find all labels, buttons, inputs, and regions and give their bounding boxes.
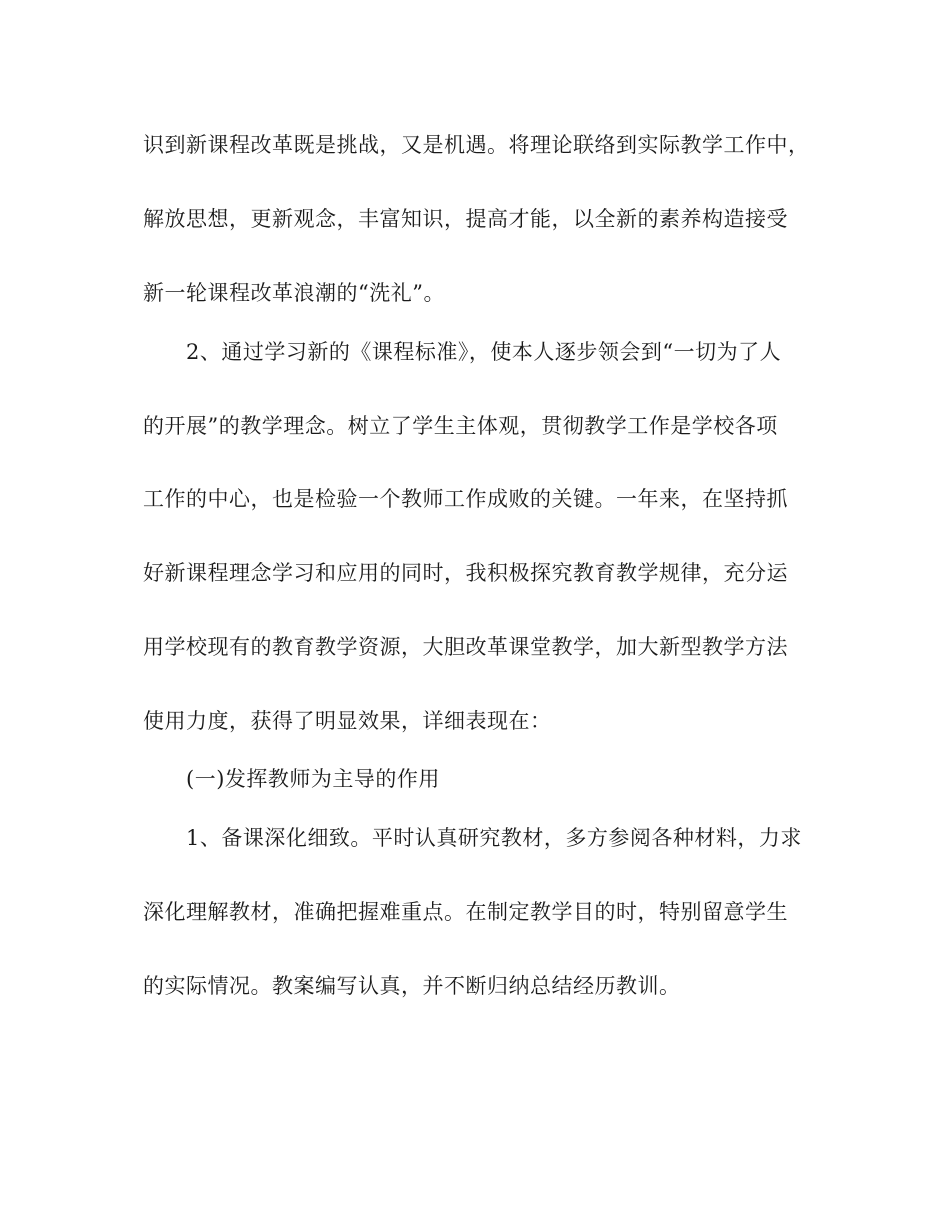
paragraph-line: 新一轮课程改革浪潮的“洗礼”。 bbox=[143, 281, 445, 305]
paragraph-line: 使用力度，获得了明显效果，详细表现在： bbox=[143, 709, 552, 733]
section-heading: (一)发挥教师为主导的作用 bbox=[186, 767, 440, 791]
paragraph-line: 1、备课深化细致。平时认真研究教材，多方参阅各种材料，力求 bbox=[186, 826, 802, 850]
paragraph-line: 用学校现有的教育教学资源，大胆改革课堂教学，加大新型教学方法 bbox=[143, 635, 788, 659]
paragraph-line: 的实际情况。教案编写认真，并不断归纳总结经历教训。 bbox=[143, 974, 681, 998]
paragraph-line: 工作的中心，也是检验一个教师工作成败的关键。一年来，在坚持抓 bbox=[143, 487, 788, 511]
paragraph-line: 深化理解教材，准确把握难重点。在制定教学目的时，特别留意学生 bbox=[143, 900, 788, 924]
paragraph-line: 识到新课程改革既是挑战，又是机遇。将理论联络到实际教学工作中， bbox=[143, 133, 810, 157]
paragraph-line: 解放思想，更新观念，丰富知识，提高才能，以全新的素养构造接受 bbox=[143, 207, 788, 231]
paragraph-line: 的开展”的教学理念。树立了学生主体观，贯彻教学工作是学校各项 bbox=[143, 414, 778, 438]
paragraph-line: 好新课程理念学习和应用的同时，我积极探究教育教学规律，充分运 bbox=[143, 561, 788, 585]
paragraph-line: 2、通过学习新的《课程标准》，使本人逐步领会到“一切为了人 bbox=[186, 340, 782, 364]
